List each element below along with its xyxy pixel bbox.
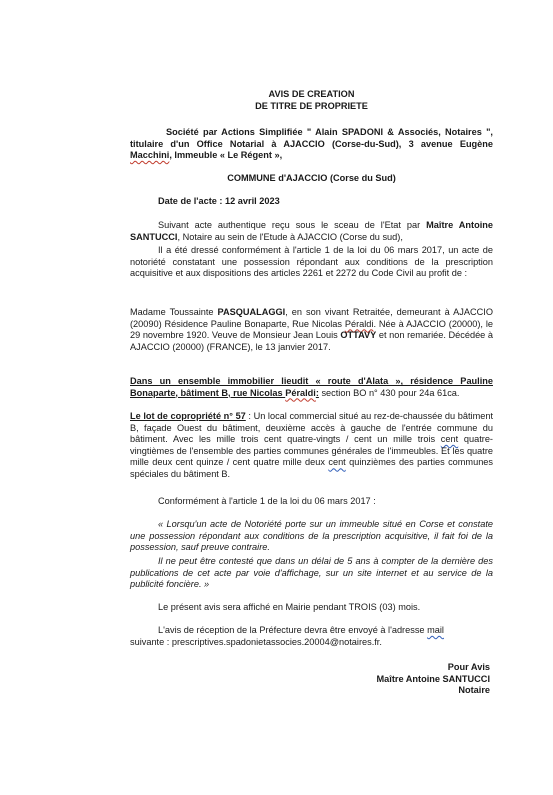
date-acte: Date de l'acte : 12 avril 2023 <box>158 196 280 206</box>
beneficiaire-nom: PASQUALAGGI <box>217 307 286 317</box>
societe-paragraph: Société par Actions Simplifiée " Alain SPADONI & Associés, Notaires ", titulaire d'un Office Notarial à AJACCIO (Corse-du-Sud), 3 avenue Eugène Macchini, Immeuble « Le Régent », <box>130 127 493 161</box>
ensemble-paragraph: Dans un ensemble immobilier lieudit « route d'Alata », résidence Pauline Bonaparte, bâtiment B, rue Nicolas Péraldi: section BO n° 430 pour 24a 61ca. <box>130 376 493 398</box>
title-line-1: AVIS DE CREATION <box>268 89 355 99</box>
conformement-line: Conformément à l'article 1 de la loi du 06 mars 2017 : <box>158 496 376 506</box>
intro-paragraph: Suivant acte authentique reçu sous le sceau de l'Etat par Maître Antoine SANTUCCI, Notaire au sein de l'Etude à AJACCIO (Corse du sud), <box>130 220 493 242</box>
lot-label: Le lot de copropriété n° 57 <box>130 411 246 421</box>
ottavy-name: OTTAVY <box>340 330 377 341</box>
signature-name: Maître Antoine SANTUCCI <box>376 673 490 684</box>
grammar-flag-cent-2: cent <box>328 457 346 468</box>
commune-heading: COMMUNE d'AJACCIO (Corse du Sud) <box>227 173 396 183</box>
reception-email-line: suivante : prescriptives.spadonietassocies.20004@notaires.fr. <box>130 636 382 647</box>
spelling-flag-peraldi: Péraldi <box>344 318 374 329</box>
dresse-paragraph: Il a été dressé conformément à l'article 1 de la loi du 06 mars 2017, un acte de notoriété constatant une possession répondant aux conditions de la prescription acquisitive et aux dispositions des articles 2261 et 2272 du Code Civil au profit de : <box>130 245 493 279</box>
grammar-flag-cent-1: cent <box>440 434 459 445</box>
signature-pour-avis: Pour Avis <box>447 662 490 672</box>
citation-paragraph-2: Il ne peut être contesté que dans un délai de 5 ans à compter de la dernière des publications de cet acte par voie d'affichage, sur un site internet et au service de la publicité foncière. » <box>130 556 493 590</box>
grammar-flag-mail: mail <box>427 625 444 635</box>
lot-paragraph: Le lot de copropriété n° 57 : Un local commercial situé au rez-de-chaussée du bâtiment B, façade Ouest du bâtiment, deuxième accès à gauche de l'entrée commune du bâtiment. Avec les mille trois cent quatre-vingts / cent un mille trois cent quatre-vingtièmes de l'ensemble des parties communes générales de l'immeubles. Et les quatre mille deux cent quinze / cent quatre mille deux cent quinzièmes des parties communes spéciales du bâtiment B. <box>130 411 494 479</box>
title-line-2: DE TITRE DE PROPRIETE <box>255 100 368 111</box>
citation-paragraph-1: « Lorsqu'un acte de Notoriété porte sur un immeuble situé en Corse et constate une possession répondant aux conditions de la prescription acquisitive, il fait foi de la possession, sauf preuve contraire. <box>130 519 493 553</box>
spelling-flag-macchini: Macchini <box>130 150 170 161</box>
reception-paragraph: L'avis de réception de la Préfecture devra être envoyé à l'adresse mail suivante : prescriptives.spadonietassocies.20004@notaires.fr. <box>130 625 444 647</box>
spelling-flag-peraldi-2: Péraldi <box>285 387 316 398</box>
beneficiaire-paragraph: Madame Toussainte PASQUALAGGI, en son vivant Retraitée, demeurant à AJACCIO (20090) Résidence Pauline Bonaparte, Rue Nicolas Péraldi. Née à AJACCIO (20000), le 29 novembre 1920. Veuve de Monsieur Jean Louis OTTAVY et non remariée. Décédée à AJACCIO (20000) (FRANCE), le 13 janvier 2017. <box>130 307 494 352</box>
signature-title: Notaire <box>458 685 490 696</box>
document-title <box>130 89 493 112</box>
affichage-line: Le présent avis sera affiché en Mairie pendant TROIS (03) mois. <box>158 602 421 612</box>
notaire-name: Maître Antoine SANTUCCI <box>130 220 493 242</box>
signature-block <box>330 662 490 697</box>
